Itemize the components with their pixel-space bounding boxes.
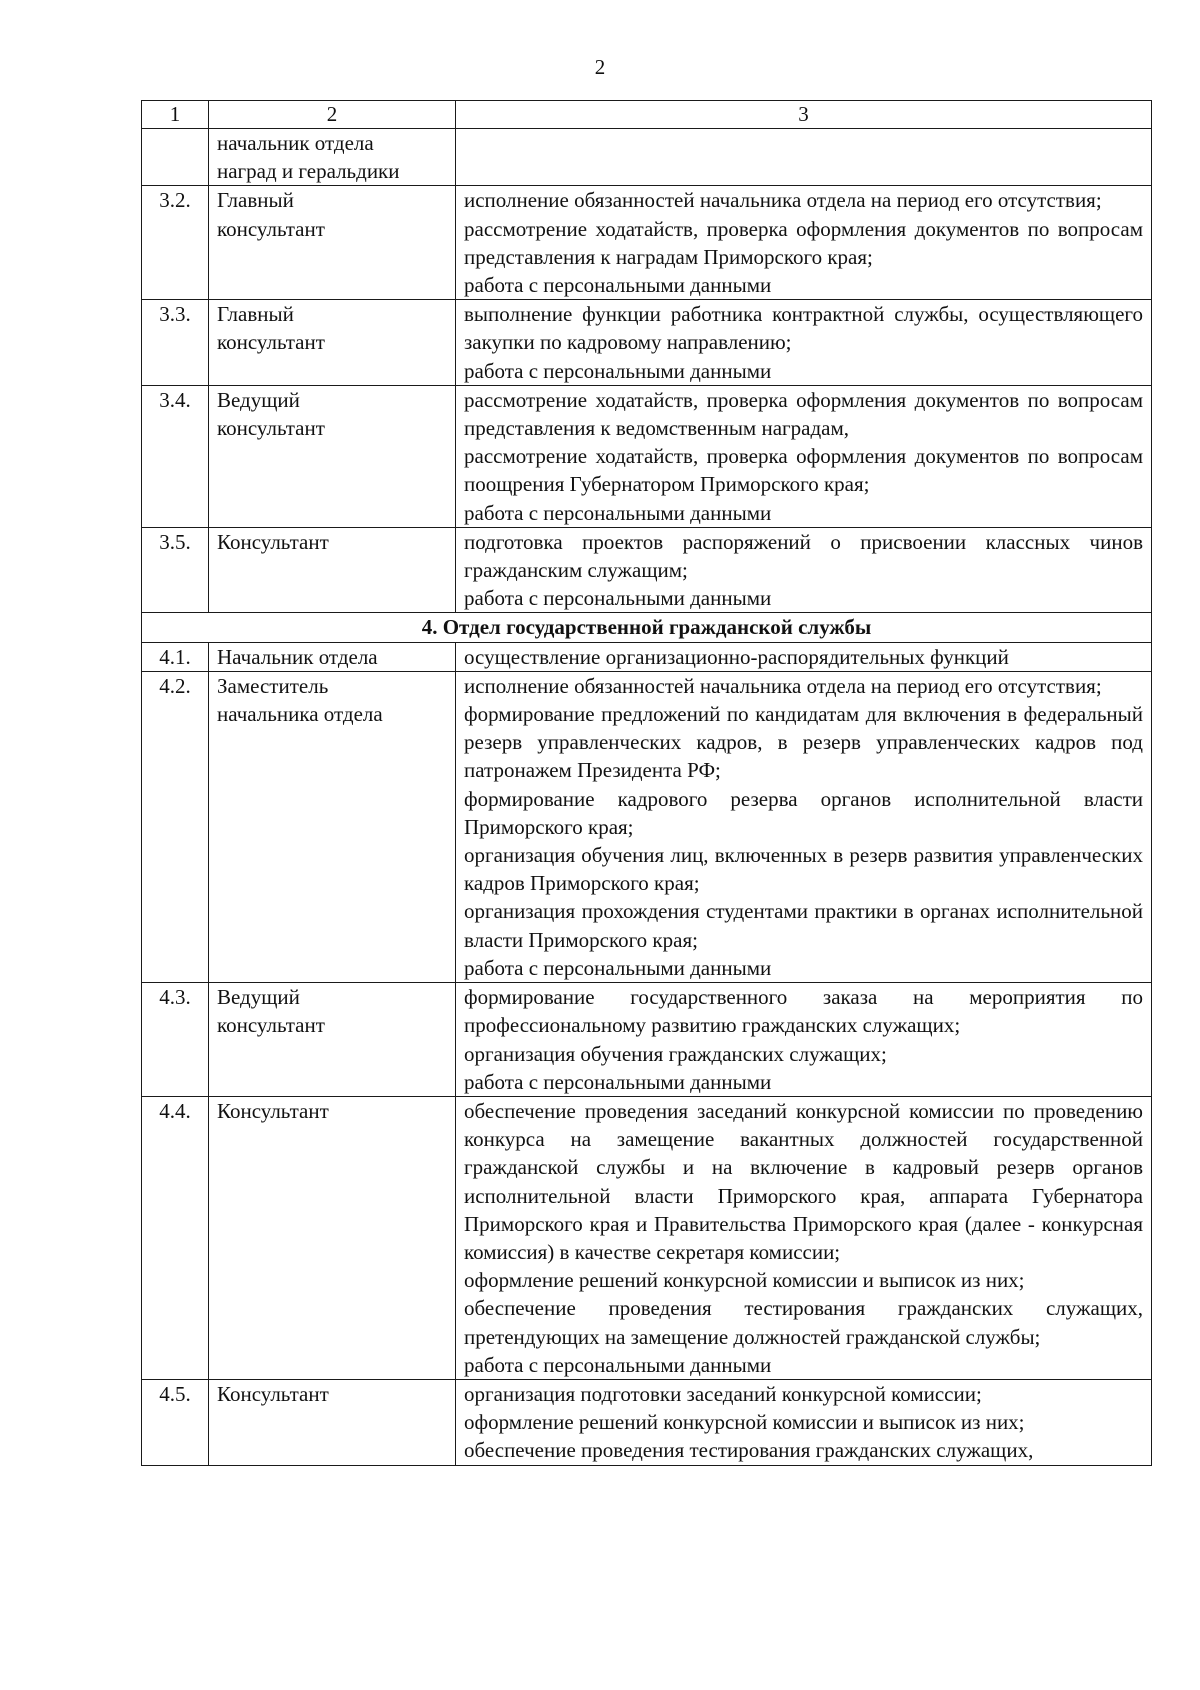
position-cell <box>209 385 456 527</box>
table-row <box>142 186 1152 300</box>
column-header-1: 1 <box>142 101 209 129</box>
table-row <box>142 300 1152 386</box>
position-title-line: Главный <box>217 188 294 213</box>
position-title-line: Начальник отдела <box>217 644 378 669</box>
duties-cell <box>456 385 1152 527</box>
duty-item: организация обучения гражданских служащих; <box>464 1041 887 1066</box>
duties-cell <box>456 671 1152 982</box>
duty-item: выполнение функции работника контрактной службы, осуществляющего закупки по кадровому направлению; <box>464 302 1143 355</box>
position-cell <box>209 983 456 1097</box>
duties-cell <box>456 129 1152 186</box>
duty-item: оформление решений конкурсной комиссии и выписок из них; <box>464 1410 1025 1435</box>
section-heading-row <box>142 613 1152 642</box>
duties-cell <box>456 983 1152 1097</box>
duties-cell <box>456 642 1152 671</box>
row-number: 3.5. <box>142 527 209 613</box>
row-number: 4.4. <box>142 1096 209 1379</box>
duty-item: работа с персональными данными <box>464 1069 772 1094</box>
position-title-line: начальник отдела <box>217 131 374 155</box>
duties-cell <box>456 527 1152 613</box>
duty-item: обеспечение проведения заседаний конкурсной комиссии по проведению конкурса на замещение вакантных должностей государственной гражданской службы и на включение в кадровый резерв органов исполнительной власти Приморского края, аппарата Губернатора Приморского края и Правительства Приморского края (далее - конкурсная комиссия) в качестве секретаря комиссии; <box>464 1098 1143 1264</box>
table-row <box>142 983 1152 1097</box>
table-row <box>142 385 1152 527</box>
position-cell <box>209 527 456 613</box>
position-title-line: Главный <box>217 302 294 327</box>
table-row <box>142 642 1152 671</box>
table-row <box>142 671 1152 982</box>
duty-item: рассмотрение ходатайств, проверка оформления документов по вопросам представления к ведомственным наградам, <box>464 387 1143 441</box>
position-title-line: Консультант <box>217 1381 329 1406</box>
section-title: 4. Отдел государственной гражданской службы <box>142 613 1152 642</box>
duty-item: организация прохождения студентами практики в органах исполнительной власти Приморского края; <box>464 899 1143 952</box>
duty-item: рассмотрение ходатайств, проверка оформления документов по вопросам поощрения Губернатором Приморского края; <box>464 444 1143 497</box>
position-cell <box>209 1379 456 1465</box>
position-cell <box>209 300 456 386</box>
duty-item: оформление решений конкурсной комиссии и выписок из них; <box>464 1268 1025 1293</box>
row-number: 4.3. <box>142 983 209 1097</box>
duty-item: организация подготовки заседаний конкурсной комиссии; <box>464 1381 982 1406</box>
column-header-3: 3 <box>456 101 1152 129</box>
position-cell <box>209 1096 456 1379</box>
position-cell <box>209 642 456 671</box>
position-title-line: консультант <box>217 330 325 355</box>
position-title-line: консультант <box>217 1013 325 1038</box>
duty-item: работа с персональными данными <box>464 500 772 525</box>
position-cell <box>209 186 456 300</box>
position-title-line: консультант <box>217 216 325 241</box>
table-row <box>142 527 1152 613</box>
column-header-2: 2 <box>209 101 456 129</box>
duty-item: формирование государственного заказа на мероприятия по профессиональному развитию гражданских служащих; <box>464 985 1143 1038</box>
position-title-line: Ведущий <box>217 985 300 1010</box>
duty-item: организация обучения лиц, включенных в резерв развития управленческих кадров Приморского края; <box>464 843 1143 896</box>
row-number: 4.5. <box>142 1379 209 1465</box>
duty-item: исполнение обязанностей начальника отдела на период его отсутствия; <box>464 673 1102 698</box>
duty-item: исполнение обязанностей начальника отдела на период его отсутствия; <box>464 188 1102 213</box>
position-cell <box>209 129 456 186</box>
row-number: 3.4. <box>142 385 209 527</box>
row-number: 3.3. <box>142 300 209 386</box>
position-title-line: наград и геральдики <box>217 159 400 184</box>
position-title-line: начальника отдела <box>217 702 383 727</box>
position-title-line: Заместитель <box>217 673 329 698</box>
position-title-line: консультант <box>217 416 325 441</box>
duty-item: работа с персональными данными <box>464 1352 772 1377</box>
duties-cell <box>456 1379 1152 1465</box>
row-number: 3.2. <box>142 186 209 300</box>
position-title-line: Ведущий <box>217 387 300 412</box>
duty-item: рассмотрение ходатайств, проверка оформления документов по вопросам представления к наградам Приморского края; <box>464 216 1143 269</box>
duty-item: формирование кадрового резерва органов исполнительной власти Приморского края; <box>464 786 1143 839</box>
row-number <box>142 129 209 186</box>
page-number: 2 <box>594 55 606 79</box>
duty-item: работа с персональными данными <box>464 273 772 298</box>
duties-cell <box>456 186 1152 300</box>
row-number: 4.1. <box>142 642 209 671</box>
duty-item: формирование предложений по кандидатам для включения в федеральный резерв управленческих кадров, в резерв управленческих кадров под патронажем Президента РФ; <box>464 702 1143 783</box>
position-title-line: Консультант <box>217 1098 329 1123</box>
row-number: 4.2. <box>142 671 209 982</box>
duty-item: осуществление организационно-распорядительных функций <box>464 644 1009 669</box>
duty-item: работа с персональными данными <box>464 955 772 980</box>
duty-item: подготовка проектов распоряжений о присвоении классных чинов гражданским служащим; <box>464 529 1143 583</box>
duties-table <box>141 100 1152 1466</box>
table-row <box>142 1379 1152 1465</box>
duties-table-body <box>142 101 1152 1466</box>
duty-item: работа с персональными данными <box>464 358 772 383</box>
duty-item: обеспечение проведения тестирования гражданских служащих, претендующих на замещение должностей гражданской службы; <box>464 1296 1143 1349</box>
table-row <box>142 1096 1152 1379</box>
table-header-row <box>142 101 1152 129</box>
table-row <box>142 129 1152 186</box>
duties-cell <box>456 300 1152 386</box>
position-cell <box>209 671 456 982</box>
duties-cell <box>456 1096 1152 1379</box>
duty-item: работа с персональными данными <box>464 586 772 611</box>
position-title-line: Консультант <box>217 529 329 554</box>
duty-item: обеспечение проведения тестирования гражданских служащих, <box>464 1438 1034 1463</box>
